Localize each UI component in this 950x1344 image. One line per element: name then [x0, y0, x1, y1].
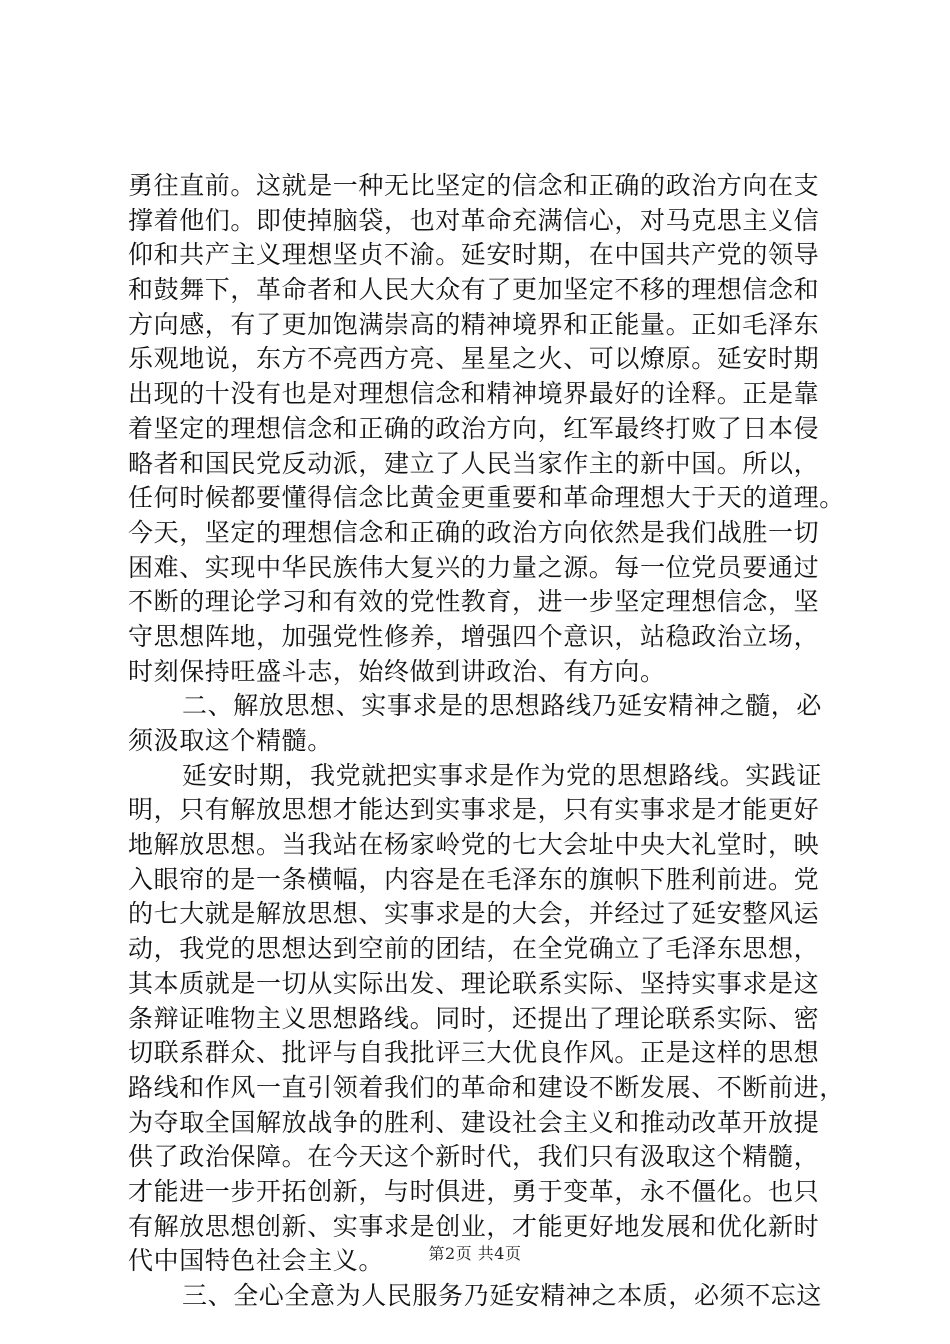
text-line: 有解放思想创新、实事求是创业，才能更好地发展和优化新时 [128, 1211, 820, 1241]
text-line: 地解放思想。当我站在杨家岭党的七大会址中央大礼堂时，映 [128, 830, 820, 860]
text-line: 仰和共产主义理想坚贞不渝。延安时期，在中国共产党的领导 [128, 240, 820, 270]
text-line: 勇往直前。这就是一种无比坚定的信念和正确的政治方向在支 [128, 171, 820, 200]
text-line: 困难、实现中华民族伟大复兴的力量之源。每一位党员要通过 [128, 552, 820, 582]
paragraph-first-line: 三、全心全意为人民服务乃延安精神之本质，必须不忘这 [182, 1281, 823, 1310]
text-line: 其本质就是一切从实际出发、理论联系实际、坚持实事求是这 [128, 968, 820, 998]
text-line: 明，只有解放思想才能达到实事求是，只有实事求是才能更好 [128, 795, 820, 825]
text-line: 守思想阵地，加强党性修养，增强四个意识，站稳政治立场， [128, 621, 820, 651]
text-line: 切联系群众、批评与自我批评三大优良作风。正是这样的思想 [128, 1038, 820, 1068]
text-line: 时刻保持旺盛斗志，始终做到讲政治、有方向。 [128, 656, 666, 686]
text-line: 的七大就是解放思想、实事求是的大会，并经过了延安整风运 [128, 899, 820, 929]
text-line: 入眼帘的是一条横幅，内容是在毛泽东的旗帜下胜利前进。党 [128, 864, 820, 894]
text-line: 乐观地说，东方不亮西方亮、星星之火、可以燎原。延安时期 [128, 344, 820, 374]
text-line: 路线和作风一直引领着我们的革命和建设不断发展、不断前进， [128, 1072, 845, 1102]
text-line: 须汲取这个精髓。 [128, 726, 333, 755]
text-line: 方向感，有了更加饱满崇高的精神境界和正能量。正如毛泽东 [128, 309, 820, 339]
text-line: 着坚定的理想信念和正确的政治方向，红军最终打败了日本侵 [128, 413, 820, 443]
text-line: 条辩证唯物主义思想路线。同时，还提出了理论联系实际、密 [128, 1003, 820, 1033]
text-line: 今天，坚定的理想信念和正确的政治方向依然是我们战胜一切 [128, 517, 820, 547]
text-line: 不断的理论学习和有效的党性教育，进一步坚定理想信念，坚 [128, 587, 820, 617]
page-footer: 第2页 共4页 [428, 1244, 522, 1263]
text-line: 撑着他们。即使掉脑袋，也对革命充满信心，对马克思主义信 [128, 205, 820, 235]
text-line: 代中国特色社会主义。 [128, 1246, 385, 1276]
text-line: 任何时候都要懂得信念比黄金更重要和革命理想大于天的道理。 [128, 483, 845, 513]
text-line: 为夺取全国解放战争的胜利、建设社会主义和推动改革开放提 [128, 1107, 820, 1137]
text-line: 动，我党的思想达到空前的团结，在全党确立了毛泽东思想， [128, 934, 820, 964]
paragraph-first-line: 二、解放思想、实事求是的思想路线乃延安精神之髓，必 [182, 691, 823, 721]
text-line: 略者和国民党反动派，建立了人民当家作主的新中国。所以， [128, 448, 820, 478]
text-line: 出现的十没有也是对理想信念和精神境界最好的诠释。正是靠 [128, 379, 820, 409]
body-text [128, 169, 845, 1314]
text-line: 供了政治保障。在今天这个新时代，我们只有汲取这个精髓， [128, 1142, 820, 1172]
text-line: 才能进一步开拓创新，与时俱进，勇于变革，永不僵化。也只 [128, 1176, 820, 1206]
text-line: 和鼓舞下，革命者和人民大众有了更加坚定不移的理想信念和 [128, 275, 820, 305]
paragraph-first-line: 延安时期，我党就把实事求是作为党的思想路线。实践证 [182, 760, 823, 790]
